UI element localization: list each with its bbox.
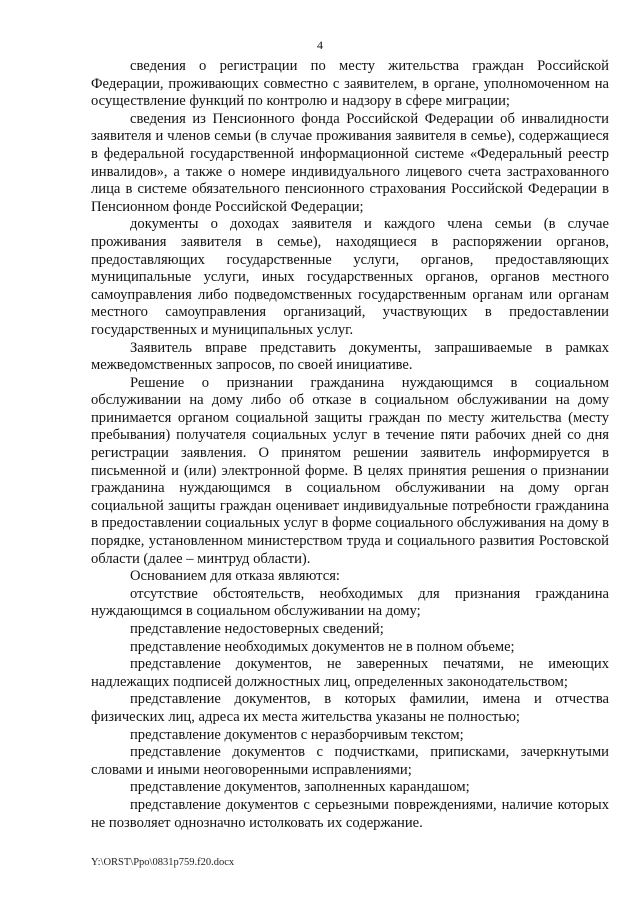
page-number: 4 [317, 38, 323, 52]
list-item-refusal-7: представление документов с подчистками, приписками, зачеркнутыми словами и иными неоговоренными исправлениями; [91, 744, 609, 778]
paragraph-migration-registration: сведения о регистрации по месту жительства граждан Российской Федерации, проживающих совместно с заявителем, в органе, уполномоченном на осуществление функций по контролю и надзору в сфере миграции; [91, 58, 609, 110]
paragraph-decision: Решение о признании гражданина нуждающимся в социальном обслуживании на дому либо об отказе в социальном обслуживании на дому принимается органом социальной защиты граждан по месту жительства (месту пребывания) получателя социальных услуг в течение пяти рабочих дней со дня регистрации заявления. О принятом решении заявитель информируется в письменной и (или) электронной форме. В целях принятия решения о признании гражданина нуждающимся в социальном обслуживании на дому орган социальной защиты граждан оценивает индивидуальные потребности гражданина в предоставлении социальных услуг в форме социального обслуживания на дому в порядке, установленном министерством труда и социального развития Ростовской области (далее – минтруд области). [91, 374, 609, 567]
list-item-refusal-8: представление документов, заполненных карандашом; [130, 779, 470, 796]
list-item-refusal-3: представление необходимых документов не в полном объеме; [130, 638, 515, 655]
list-item-refusal-2: представление недостоверных сведений; [130, 621, 384, 637]
document-body [91, 58, 609, 832]
list-item-refusal-4: представление документов, не заверенных печатями, не имеющих надлежащих подписей должностных лиц, определенных законодательством; [91, 656, 609, 690]
paragraph-refusal-grounds-heading: Основанием для отказа являются: [130, 568, 340, 585]
paragraph-applicant-right: Заявитель вправе представить документы, запрашиваемые в рамках межведомственных запросов, по своей инициативе. [91, 339, 609, 374]
list-item-refusal-6: представление документов с неразборчивым текстом; [130, 726, 464, 743]
list-item-refusal-9: представление документов с серьезными повреждениями, наличие которых не позволяет однозначно истолковать их содержание. [91, 796, 609, 831]
list-item-refusal-5: представление документов, в которых фамилии, имена и отчества физических лиц, адреса их места жительства указаны не полностью; [91, 691, 609, 725]
paragraph-disability-info: сведения из Пенсионного фонда Российской Федерации об инвалидности заявителя и членов семьи (в случае проживания заявителя в семье), содержащиеся в федеральной государственной информационной системе «Федеральный реестр инвалидов», а также о номере индивидуального лицевого счета застрахованного лица в системе обязательного пенсионного страхования Российской Федерации в Пенсионном фонде Российской Федерации; [91, 110, 609, 215]
paragraph-income-documents: документы о доходах заявителя и каждого члена семьи (в случае проживания заявителя в семье), находящиеся в распоряжении органов, предоставляющих государственные услуги, органов, предоставляющих муниципальные услуги, иных государственных органов, органов местного самоуправления либо подведомственных государственным органам или органам местного самоуправления организаций, участвующих в предоставлении государственных и муниципальных услуг. [91, 216, 609, 338]
list-item-refusal-1: отсутствие обстоятельств, необходимых для признания гражданина нуждающимся в социальном обслуживании на дому; [91, 585, 609, 620]
file-path-footer: Y:\ORST\Ppo\0831p759.f20.docx [91, 857, 235, 868]
